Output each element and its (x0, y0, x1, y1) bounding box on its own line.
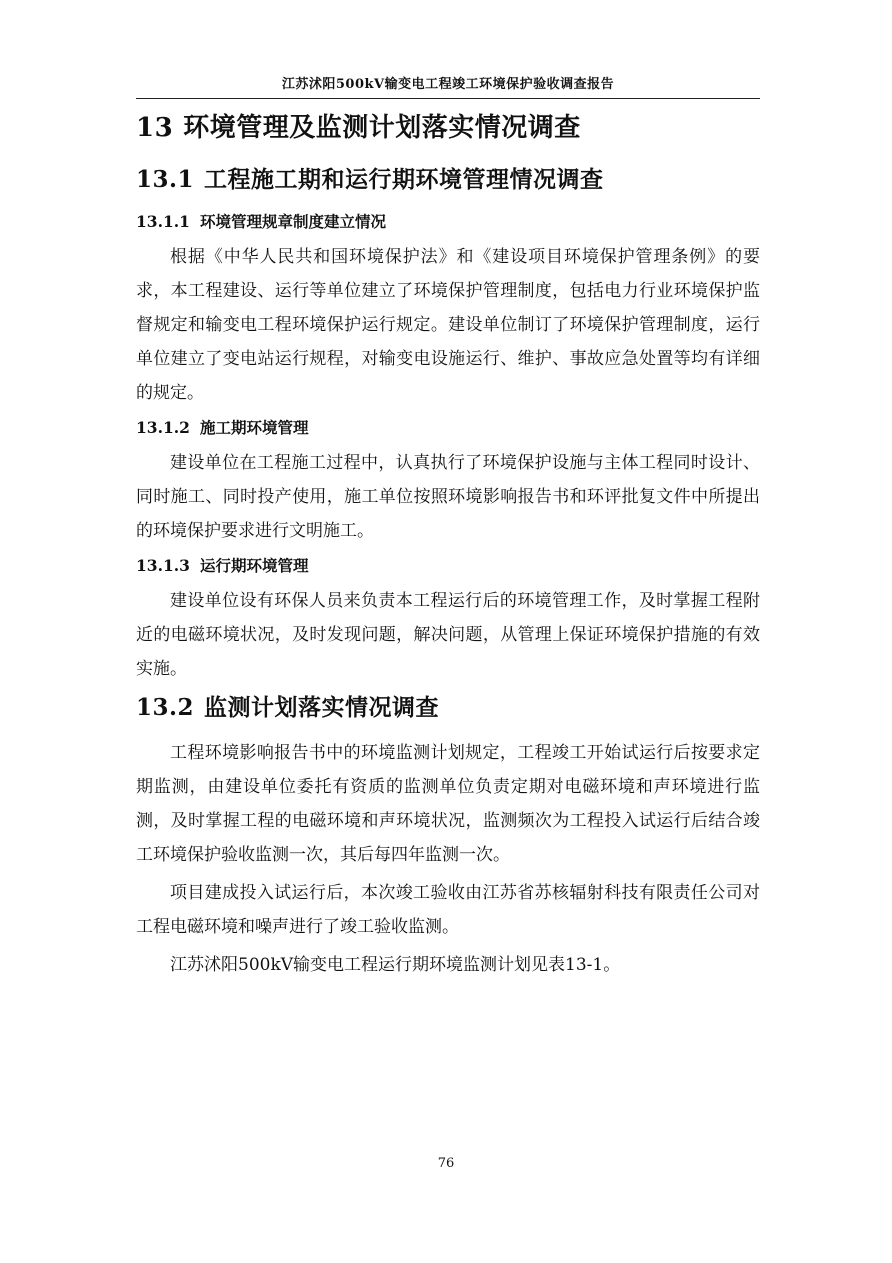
section-number: 13.2 (136, 694, 195, 721)
section-heading-13-2 (136, 690, 760, 726)
paragraph: 项目建成投入试运行后，本次竣工验收由江苏省苏核辐射科技有限责任公司对工程电磁环境和噪声进行了竣工验收监测。 (136, 883, 760, 937)
subsection-heading-13-1-2 (136, 414, 760, 442)
subsection-heading-13-1-3 (136, 552, 760, 580)
subsection-number: 13.1.1 (136, 212, 190, 231)
paragraph: 工程环境影响报告书中的环境监测计划规定，工程竣工开始试运行后按要求定期监测，由建设单位委托有资质的监测单位负责定期对电磁环境和声环境进行监测，及时掌握工程的电磁环境和声环境状况，监测频次为工程投入试运行后结合竣工环境保护验收监测一次，其后每四年监测一次。 (136, 743, 760, 865)
document-body (136, 108, 760, 986)
subsection-title: 环境管理规章制度建立情况 (199, 212, 386, 231)
subsection-number: 13.1.3 (136, 556, 190, 575)
section-heading-13-1 (136, 162, 760, 198)
subsection-title: 施工期环境管理 (199, 418, 309, 437)
subsection-heading-13-1-1 (136, 208, 760, 236)
section-number: 13.1 (136, 166, 195, 193)
paragraph: 根据《中华人民共和国环境保护法》和《建设项目环境保护管理条例》的要求，本工程建设、运行等单位建立了环境保护管理制度，包括电力行业环境保护监督规定和输变电工程环境保护运行规定。建设单位制订了环境保护管理制度，运行单位建立了变电站运行规程，对输变电设施运行、维护、事故应急处置等均有详细的规定。 (136, 247, 760, 403)
chapter-title: 环境管理及监测计划落实情况调查 (183, 113, 581, 143)
paragraph: 建设单位在工程施工过程中，认真执行了环境保护设施与主体工程同时设计、同时施工、同时投产使用，施工单位按照环境影响报告书和环评批复文件中所提出的环境保护要求进行文明施工。 (136, 453, 760, 541)
chapter-heading (136, 108, 760, 148)
chapter-number: 13 (136, 113, 174, 143)
subsection-number: 13.1.2 (136, 418, 190, 437)
paragraph: 建设单位设有环保人员来负责本工程运行后的环境管理工作，及时掌握工程附近的电磁环境状况，及时发现问题，解决问题，从管理上保证环境保护措施的有效实施。 (136, 591, 760, 679)
section-title: 工程施工期和运行期环境管理情况调查 (204, 166, 604, 193)
running-header: 江苏沭阳500kV输变电工程竣工环境保护验收调查报告 (136, 72, 760, 99)
page-number: 76 (437, 1156, 455, 1171)
paragraph: 江苏沭阳500kV输变电工程运行期环境监测计划见表13-1。 (170, 955, 621, 975)
section-title: 监测计划落实情况调查 (204, 694, 440, 721)
subsection-title: 运行期环境管理 (199, 556, 309, 575)
